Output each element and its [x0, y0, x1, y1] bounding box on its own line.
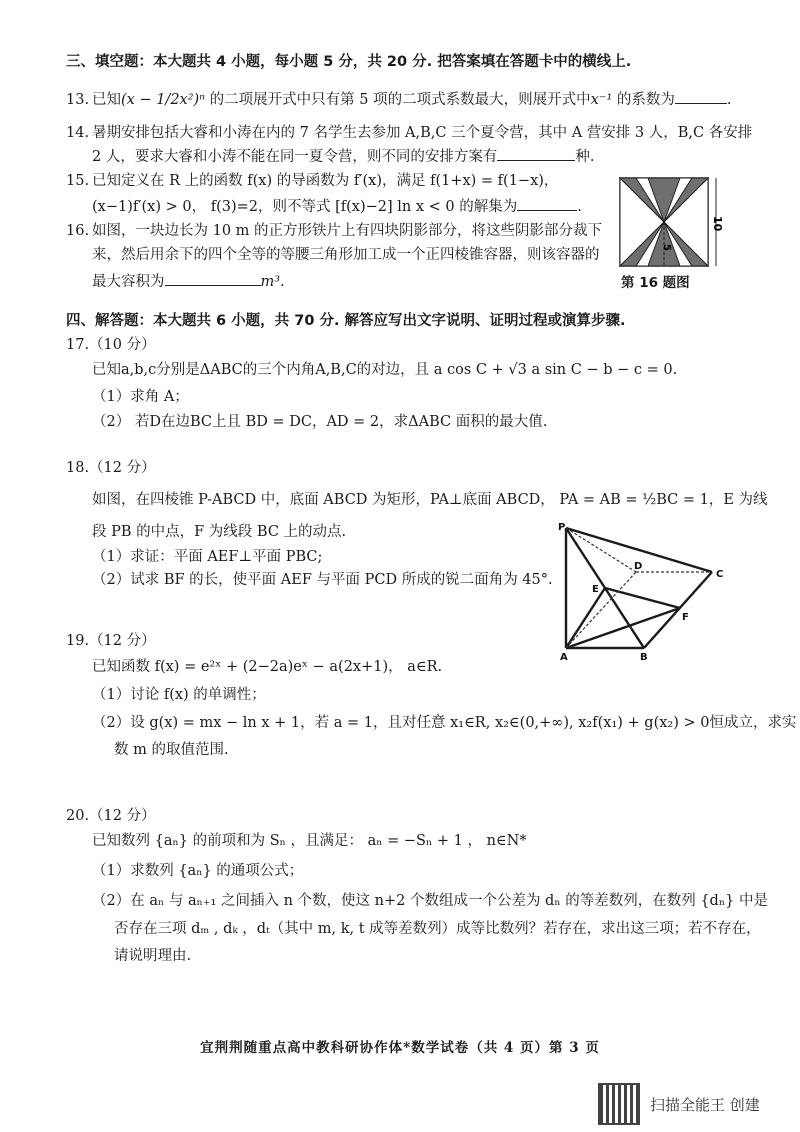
q20-part2a: （2）在 aₙ 与 aₙ₊₁ 之间插入 n 个数，使这 n+2 个数组成一个公差为 dₙ 的等差数列，在数列 {dₙ} 中是: [92, 893, 768, 909]
section3-title: 三、填空题：本大题共 4 小题，每小题 5 分，共 20 分. 把答案填在答题卡中的横线上.: [66, 54, 632, 70]
q19-part2b: 数 m 的取值范围.: [114, 742, 229, 758]
q16-line3: [92, 271, 285, 291]
q13-answer-blank[interactable]: [675, 89, 727, 104]
q14-text-1: 暑期安排包括大睿和小涛在内的 7 名学生去参加 A,B,C 三个夏令营，其中 A 营安排 3 人，B,C 各安排: [92, 125, 753, 141]
q16-line1: [66, 222, 602, 240]
q13: [66, 89, 732, 109]
q20-stem: 已知数列 {aₙ} 的前项和为 Sₙ ，且满足： aₙ = −Sₙ + 1 ， n∈N*: [92, 833, 527, 849]
q20-part2c: 请说明理由.: [114, 948, 192, 964]
q13-number: 13.: [66, 92, 90, 108]
q20-part1: （1）求数列 {aₙ} 的通项公式；: [92, 863, 304, 879]
q15-number: 15.: [66, 173, 90, 189]
q16-text-1: 如图，一块边长为 10 m 的正方形铁片上有四块阴影部分，将这些阴影部分裁下: [92, 223, 603, 239]
fig16-side-label: 10: [711, 216, 724, 232]
q13-term: x⁻¹: [590, 92, 613, 108]
q16-line2: 来，然后用余下的四个全等的等腰三角形加工成一个正四棱锥容器，则该容器的: [92, 247, 600, 263]
q19-part2a: （2）设 g(x) = mx − ln x + 1，若 a = 1，且对任意 x₁∈R, x₂∈(0,+∞), x₂f(x₁) + g(x₂) > 0恒成立，求实: [92, 715, 797, 731]
fig18-label-E: E: [592, 584, 599, 595]
q13-text-b: 的二项展开式中只有第 5 项的二项式系数最大，则展开式中: [209, 92, 591, 108]
fig18-label-P: P: [558, 522, 566, 533]
q17-part1: （1）求角 A；: [92, 389, 189, 405]
section4-title: 四、解答题：本大题共 6 小题，共 70 分. 解答应写出文字说明、证明过程或演算步骤.: [66, 313, 626, 329]
fig18-label-F: F: [682, 612, 689, 623]
fig18-edge-PD: [566, 528, 636, 572]
fig18-label-C: C: [716, 569, 724, 580]
q15-line1: [66, 172, 558, 190]
q15-answer-blank[interactable]: [517, 196, 577, 211]
q15-text-2: (x−1)f′(x) > 0， f(3)=2，则不等式 [f(x)−2] ln x < 0 的解集为: [92, 199, 518, 215]
q20-head: 20.（12 分）: [66, 808, 156, 824]
q18-stem-1: 如图，在四棱锥 P-ABCD 中，底面 ABCD 为矩形，PA⊥底面 ABCD， PA = AB = ½BC = 1，E 为线: [92, 492, 768, 508]
q20-part2b: 否存在三项 dₘ , dₖ ，dₜ（其中 m, k, t 成等差数列）成等比数列？若存在，求出这三项；若不存在，: [114, 921, 761, 937]
q14-number: 14.: [66, 125, 90, 141]
qr-code-icon: [598, 1083, 640, 1125]
q16-unit: m³.: [260, 274, 285, 290]
fig18-edge-AE: [566, 588, 605, 648]
q18-head: 18.（12 分）: [66, 460, 156, 476]
scanner-stamp-text: 扫描全能王 创建: [650, 1095, 760, 1114]
q15-text-3: .: [577, 199, 582, 215]
fig18-label-A: A: [560, 652, 568, 663]
q16-text-3: 最大容积为: [92, 274, 165, 290]
q19-stem: 已知函数 f(x) = e²ˣ + (2−2a)eˣ − a(2x+1)， a∈R.: [92, 659, 443, 675]
fig16-caption: 第 16 题图: [621, 275, 690, 291]
q17-part2: （2） 若D在边BC上且 BD = DC，AD = 2，求ΔABC 面积的最大值.: [92, 414, 548, 430]
q18-part1: （1）求证：平面 AEF⊥平面 PBC;: [92, 549, 323, 565]
figure-16: [618, 176, 728, 268]
q13-text-c: 的系数为: [616, 92, 675, 108]
q19-head: 19.（12 分）: [66, 633, 156, 649]
q18-part2: （2）试求 BF 的长，使平面 AEF 与平面 PCD 所成的锐二面角为 45°.: [92, 572, 553, 588]
q17-stem: 已知a,b,c分别是ΔABC的三个内角A,B,C的对边，且 a cos C + √3 a sin C − b − c = 0.: [92, 362, 678, 378]
scanner-stamp: [598, 1083, 760, 1125]
q18-stem-2: 段 PB 的中点，F 为线段 BC 上的动点.: [92, 524, 347, 540]
q14-line1: [66, 124, 752, 142]
q15-text-1: 已知定义在 R 上的函数 f(x) 的导函数为 f′(x)，满足 f(1+x) = f(1−x)，: [92, 173, 559, 189]
page-footer: 宜荆荆随重点高中教科研协作体*数学试卷（共 4 页）第 3 页: [200, 1040, 600, 1056]
q13-text-a: 已知: [92, 92, 121, 108]
figure-18: [556, 520, 736, 666]
q14-text-2: 2 人，要求大睿和小涛不能在同一夏令营，则不同的安排方案有: [92, 149, 498, 165]
q14-text-3: 种.: [575, 149, 595, 165]
q16-number: 16.: [66, 223, 90, 239]
fig16-half-label: 5: [661, 244, 672, 251]
fig18-label-D: D: [634, 561, 643, 572]
q14-line2: [92, 146, 594, 166]
q13-end: .: [726, 92, 732, 108]
q13-expr: (x − 1/2x²)ⁿ: [121, 92, 206, 108]
q14-answer-blank[interactable]: [497, 146, 575, 161]
fig18-label-B: B: [640, 652, 648, 663]
q15-line2: [92, 196, 582, 216]
q16-answer-blank[interactable]: [165, 271, 261, 286]
q19-part1: （1）讨论 f(x) 的单调性；: [92, 687, 266, 703]
fig18-edge-BC: [644, 572, 712, 648]
q17-head: 17.（10 分）: [66, 337, 156, 353]
